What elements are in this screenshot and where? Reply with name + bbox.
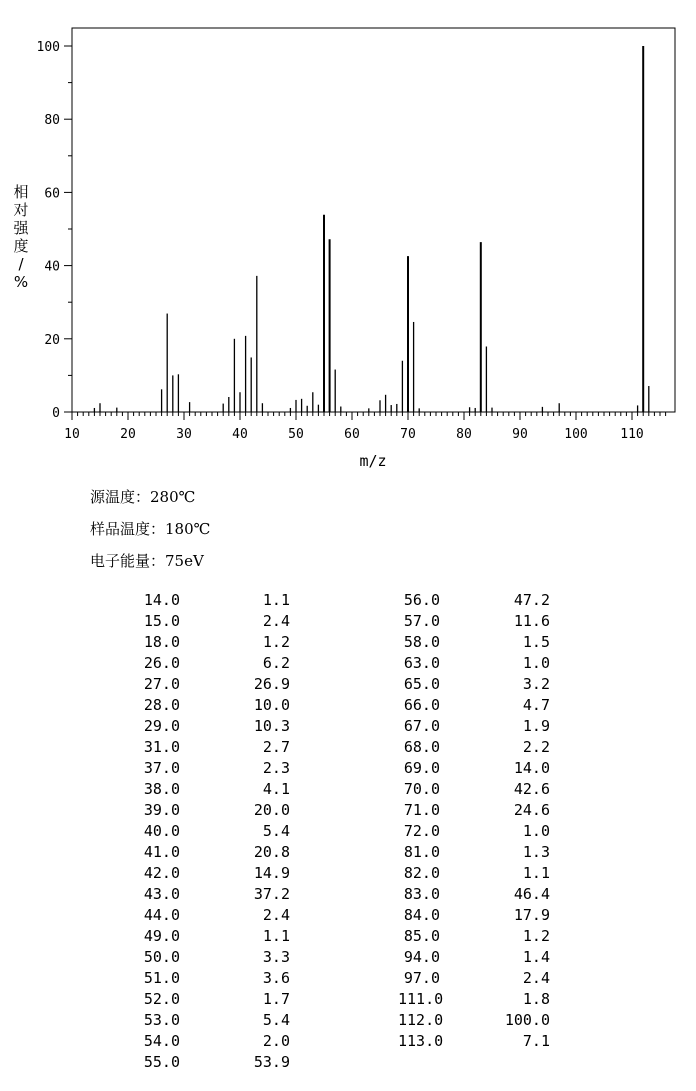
peak-mz: 18.0 (143, 633, 180, 651)
y-axis-label-char: 度 (13, 237, 29, 255)
peak-mz: 66.0 (403, 696, 440, 714)
x-tick-label: 20 (120, 427, 136, 442)
peak-table-row (398, 737, 550, 758)
peak-intensity: 10.3 (253, 717, 290, 735)
peak-table-row (138, 989, 290, 1010)
plot-frame (72, 28, 675, 412)
y-tick-label: 60 (44, 186, 60, 202)
peak-intensity: 17.9 (513, 906, 550, 924)
peak-table-row (138, 800, 290, 821)
peak-mz: 53.0 (143, 1011, 180, 1029)
x-tick-label: 70 (400, 427, 416, 442)
peak-table-row (138, 947, 290, 968)
peak-table-row (138, 611, 290, 632)
peak-mz: 28.0 (143, 696, 180, 714)
peak-mz: 111.0 (398, 990, 444, 1008)
peak-table-row (398, 653, 550, 674)
peak-table-row (398, 779, 550, 800)
peak-table-row (398, 926, 550, 947)
peak-table-row (138, 632, 290, 653)
peak-intensity: 14.0 (513, 759, 550, 777)
peak-intensity: 6.2 (262, 654, 290, 672)
peak-intensity: 1.5 (522, 633, 550, 651)
peak-intensity: 2.3 (262, 759, 290, 777)
y-axis-label-char: 相 (13, 183, 29, 201)
peak-intensity: 26.9 (253, 675, 290, 693)
peak-intensity: 100.0 (504, 1011, 550, 1029)
peak-table-row (398, 611, 550, 632)
peak-table-row (398, 968, 550, 989)
peak-mz: 56.0 (403, 591, 440, 609)
peak-mz: 81.0 (403, 843, 440, 861)
peak-table-row (398, 863, 550, 884)
peak-intensity: 2.2 (522, 738, 550, 756)
peak-intensity: 1.2 (522, 927, 550, 945)
peak-mz: 29.0 (143, 717, 180, 735)
peak-mz: 39.0 (143, 801, 180, 819)
peak-table-row (138, 758, 290, 779)
y-tick-label: 0 (52, 406, 60, 421)
peak-table-row (138, 737, 290, 758)
peak-table-row (138, 779, 290, 800)
peak-intensity: 1.3 (522, 843, 550, 861)
peak-intensity: 10.0 (253, 696, 290, 714)
peak-table-row (398, 905, 550, 926)
x-tick-label: 60 (344, 427, 360, 442)
peak-mz: 68.0 (403, 738, 440, 756)
peak-intensity: 1.4 (522, 948, 550, 966)
peak-mz: 50.0 (143, 948, 180, 966)
peak-intensity: 2.4 (522, 969, 550, 987)
peak-mz: 26.0 (143, 654, 180, 672)
peak-table-row (138, 674, 290, 695)
peak-table-row (138, 968, 290, 989)
peak-mz: 57.0 (403, 612, 440, 630)
peak-mz: 63.0 (403, 654, 440, 672)
peak-mz: 71.0 (403, 801, 440, 819)
peak-intensity: 1.1 (262, 591, 290, 609)
peak-mz: 69.0 (403, 759, 440, 777)
y-tick-label: 40 (44, 259, 60, 275)
peak-mz: 51.0 (143, 969, 180, 987)
peak-mz: 41.0 (143, 843, 180, 861)
peak-table-row (398, 632, 550, 653)
peak-intensity: 14.9 (253, 864, 290, 882)
peak-mz: 43.0 (143, 885, 180, 903)
peak-table-row (398, 1031, 550, 1052)
peak-mz: 38.0 (143, 780, 180, 798)
peak-table-row (398, 884, 550, 905)
peak-intensity: 20.8 (253, 843, 290, 861)
peak-table-row (138, 926, 290, 947)
peak-intensity: 37.2 (253, 885, 290, 903)
x-tick-label: 80 (456, 427, 472, 442)
peak-intensity: 1.9 (522, 717, 550, 735)
peak-mz: 70.0 (403, 780, 440, 798)
mass-spectrum-chart (0, 0, 696, 480)
peak-table-row (138, 905, 290, 926)
y-axis-label-char: % (13, 273, 29, 291)
peak-intensity: 2.4 (262, 906, 290, 924)
peak-mz: 15.0 (143, 612, 180, 630)
peak-intensity: 53.9 (253, 1053, 290, 1071)
peak-table-row (398, 1010, 550, 1031)
peak-table-row (398, 674, 550, 695)
peak-table-row (138, 821, 290, 842)
peak-intensity: 2.7 (262, 738, 290, 756)
x-tick-label: 90 (512, 427, 528, 442)
peak-mz: 58.0 (403, 633, 440, 651)
peak-table-row (398, 842, 550, 863)
peak-table-row (138, 884, 290, 905)
peak-intensity: 4.7 (522, 696, 550, 714)
x-tick-label: 50 (288, 427, 304, 442)
peak-intensity: 46.4 (513, 885, 550, 903)
x-tick-label: 110 (620, 427, 644, 442)
peak-intensity: 20.0 (253, 801, 290, 819)
peak-intensity: 7.1 (522, 1032, 550, 1050)
peak-intensity: 4.1 (262, 780, 290, 798)
peak-intensity: 47.2 (513, 591, 550, 609)
peak-table-row (138, 842, 290, 863)
peak-mz: 83.0 (403, 885, 440, 903)
peak-intensity: 1.0 (522, 654, 550, 672)
peak-intensity: 1.0 (522, 822, 550, 840)
peak-mz: 112.0 (398, 1011, 444, 1029)
peak-table-row (398, 758, 550, 779)
peak-intensity: 5.4 (262, 822, 290, 840)
peak-mz: 52.0 (143, 990, 180, 1008)
peak-intensity: 3.3 (262, 948, 290, 966)
peak-table-row (398, 695, 550, 716)
y-axis-label-char: 强 (13, 219, 29, 237)
peak-mz: 31.0 (143, 738, 180, 756)
peak-intensity: 2.4 (262, 612, 290, 630)
peak-mz: 49.0 (143, 927, 180, 945)
sample-temperature: 样品温度：180℃ (90, 520, 211, 538)
peak-table-row (138, 716, 290, 737)
peak-mz: 72.0 (403, 822, 440, 840)
peak-mz: 40.0 (143, 822, 180, 840)
peak-mz: 67.0 (403, 717, 440, 735)
y-tick-label: 80 (44, 113, 60, 129)
y-axis-label-char: 对 (13, 201, 29, 219)
peak-table-row (138, 653, 290, 674)
peak-table-row (138, 1010, 290, 1031)
y-tick-label: 100 (36, 40, 60, 55)
peak-mz: 82.0 (403, 864, 440, 882)
peak-table-row (138, 863, 290, 884)
peak-intensity: 2.0 (262, 1032, 290, 1050)
peak-table-row (138, 1031, 290, 1052)
peak-table-row (398, 590, 550, 611)
peak-table-row (138, 590, 290, 611)
peak-mz: 54.0 (143, 1032, 180, 1050)
peak-mz: 97.0 (403, 969, 440, 987)
peak-intensity: 3.6 (262, 969, 290, 987)
peak-intensity: 42.6 (513, 780, 550, 798)
spectrum-peaks (94, 46, 648, 412)
y-axis-label (13, 183, 29, 291)
peak-mz: 37.0 (143, 759, 180, 777)
peak-table-right (398, 590, 550, 1052)
peak-intensity: 11.6 (513, 612, 550, 630)
x-axis-ticks (64, 412, 665, 442)
peak-intensity: 5.4 (262, 1011, 290, 1029)
x-tick-label: 40 (232, 427, 248, 442)
y-axis-ticks (37, 40, 72, 421)
peak-mz: 44.0 (143, 906, 180, 924)
peak-intensity: 1.8 (522, 990, 550, 1008)
peak-table-row (398, 716, 550, 737)
x-tick-label: 100 (564, 427, 588, 442)
peak-mz: 85.0 (403, 927, 440, 945)
peak-table-row (398, 947, 550, 968)
peak-mz: 55.0 (143, 1053, 180, 1071)
x-axis-label: m/z (359, 452, 387, 470)
peak-intensity: 3.2 (522, 675, 550, 693)
peak-mz: 84.0 (403, 906, 440, 924)
peak-table-row (398, 989, 550, 1010)
peak-table-row (138, 1052, 290, 1073)
peak-mz: 27.0 (143, 675, 180, 693)
x-tick-label: 10 (64, 427, 80, 442)
peak-intensity: 1.1 (262, 927, 290, 945)
peak-mz: 113.0 (398, 1032, 444, 1050)
x-tick-label: 30 (176, 427, 192, 442)
peak-intensity: 1.1 (522, 864, 550, 882)
peak-intensity: 1.7 (262, 990, 290, 1008)
peak-mz: 14.0 (143, 591, 180, 609)
source-temperature: 源温度：280℃ (90, 488, 196, 506)
peak-table-row (138, 695, 290, 716)
y-axis-label-char: / (18, 255, 24, 273)
peak-table-row (398, 821, 550, 842)
peak-intensity: 24.6 (513, 801, 550, 819)
peak-mz: 42.0 (143, 864, 180, 882)
peak-intensity: 1.2 (262, 633, 290, 651)
electron-energy: 电子能量：75eV (90, 552, 204, 570)
y-tick-label: 20 (44, 332, 60, 348)
peak-mz: 65.0 (403, 675, 440, 693)
peak-mz: 94.0 (403, 948, 440, 966)
peak-table-left (138, 590, 290, 1073)
peak-table-row (398, 800, 550, 821)
